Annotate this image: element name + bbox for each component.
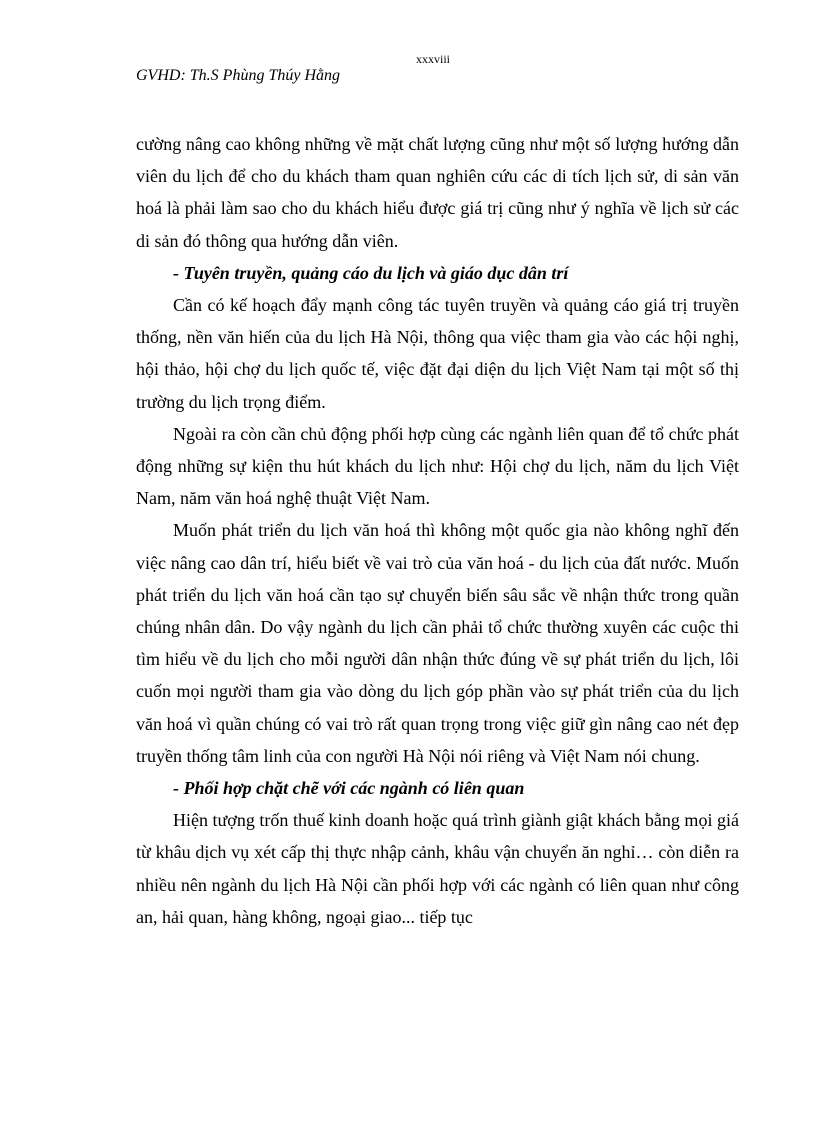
section-heading-coordination: - Phối hợp chặt chẽ với các ngành có liên quan xyxy=(173,778,525,799)
section-heading-promotion: - Tuyên truyền, quảng cáo du lịch và giáo dục dân trí xyxy=(173,262,569,283)
paragraph-continuation: cường nâng cao không những về mặt chất lượng cũng như một số lượng hướng dẫn viên du lịch để cho du khách tham quan nghiên cứu các di tích lịch sử, di sản văn hoá là phải làm sao cho du khách hiểu được giá trị cũng như ý nghĩa về lịch sử các di sản đó thông qua hướng dẫn viên. xyxy=(136,134,739,251)
page-number: xxxviii xyxy=(415,52,450,66)
document-body xyxy=(136,128,739,933)
paragraph-coordination: Hiện tượng trốn thuế kinh doanh hoặc quá trình giành giật khách bằng mọi giá từ khâu dịch vụ xét cấp thị thực nhập cảnh, khâu vận chuyển ăn nghỉ… còn diễn ra nhiều nên ngành du lịch Hà Nội cần phối hợp với các ngành có liên quan như công an, hải quan, hàng không, ngoại giao... tiếp tục xyxy=(136,810,739,927)
paragraph-public-awareness: Muốn phát triển du lịch văn hoá thì không một quốc gia nào không nghĩ đến việc nâng cao dân trí, hiểu biết về vai trò của văn hoá - du lịch của đất nước. Muốn phát triển du lịch văn hoá cần tạo sự chuyển biến sâu sắc về nhận thức trong quần chúng nhân dân. Do vậy ngành du lịch cần phải tổ chức thường xuyên các cuộc thi tìm hiểu về du lịch cho mỗi người dân nhận thức đúng về sự phát triển du lịch, lôi cuốn mọi người tham gia vào dòng du lịch góp phần vào sự phát triển của du lịch văn hoá vì quần chúng có vai trò rất quan trọng trong việc giữ gìn nâng cao nét đẹp truyền thống tâm linh của con người Hà Nội nói riêng và Việt Nam nói chung. xyxy=(136,520,739,766)
advisor-header: GVHD: Th.S Phùng Thúy Hằng xyxy=(136,67,340,84)
paragraph-events: Ngoài ra còn cần chủ động phối hợp cùng các ngành liên quan để tổ chức phát động những sự kiện thu hút khách du lịch như: Hội chợ du lịch, năm du lịch Việt Nam, năm văn hoá nghệ thuật Việt Nam. xyxy=(136,423,739,509)
paragraph-promotion-plan: Cần có kế hoạch đẩy mạnh công tác tuyên truyền và quảng cáo giá trị truyền thống, nền văn hiến của du lịch Hà Nội, thông qua việc tham gia vào các hội nghị, hội thảo, hội chợ du lịch quốc tế, việc đặt đại diện du lịch Việt Nam tại một số thị trường du lịch trọng điểm. xyxy=(136,295,739,412)
